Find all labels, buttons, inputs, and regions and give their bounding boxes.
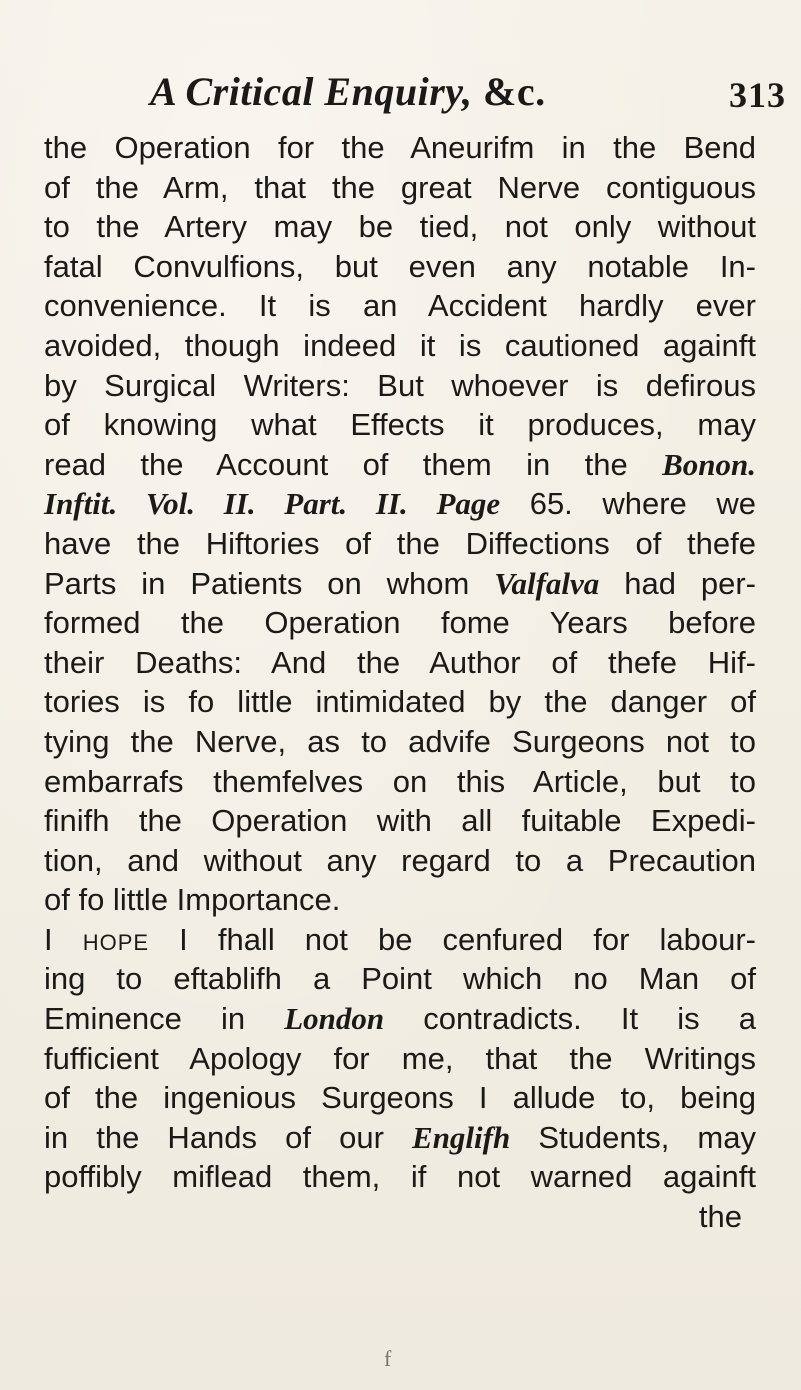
running-head <box>150 60 790 120</box>
text-line-english <box>44 1118 756 1158</box>
text-line: have the Hiftories of the Diffections of thefe <box>44 525 756 561</box>
text-fragment: 65. where we <box>500 486 756 522</box>
text-line: of fo little Importance. <box>44 882 341 918</box>
text-line: avoided, though indeed it is cautioned againft <box>44 327 756 363</box>
text-line: of the Arm, that the great Nerve contiguous <box>44 169 756 205</box>
italic-name: Valfalva <box>494 565 600 601</box>
text-line: fatal Convulfions, but even any notable In- <box>44 248 756 284</box>
italic-reference: Inftit. Vol. II. Part. II. Page <box>44 486 501 522</box>
text-line: the Operation for the Aneurifm in the Bend <box>44 130 756 165</box>
italic-place: London <box>284 1001 385 1037</box>
text-line: of the ingenious Surgeons I allude to, being <box>44 1080 756 1116</box>
text-line: tying the Nerve, as to advife Surgeons not to <box>44 723 756 759</box>
text-line: of knowing what Effects it produces, may <box>44 407 756 443</box>
text-line-london <box>44 999 756 1039</box>
running-title-etc: &c. <box>483 69 546 114</box>
text-line-bonon <box>44 445 756 485</box>
text-line-reference <box>44 484 756 524</box>
text-fragment: contradicts. It is a <box>384 1001 756 1037</box>
signature-mark: f <box>384 1346 392 1371</box>
text-line: convenience. It is an Accident hardly ever <box>44 288 756 324</box>
text-line: fufficient Apology for me, that the Writings <box>44 1040 756 1076</box>
text-line: poffibly miflead them, if not warned againft <box>44 1159 756 1195</box>
text-line-hope <box>44 920 756 960</box>
catchword: the <box>698 1199 742 1235</box>
text-line: finifh the Operation with all fuitable Expedi- <box>44 803 756 839</box>
italic-reference: Bonon. <box>662 446 756 482</box>
text-fragment: Parts in Patients on whom <box>44 565 495 601</box>
text-line: ing to eftablifh a Point which no Man of <box>44 961 756 997</box>
text-line: embarrafs themfelves on this Article, but to <box>44 763 756 799</box>
running-title-text: A Critical Enquiry, <box>150 69 473 114</box>
text-line: formed the Operation fome Years before <box>44 605 756 641</box>
running-title <box>150 68 546 115</box>
text-fragment: Students, may <box>510 1119 756 1155</box>
page-number: 313 <box>729 75 786 115</box>
text-fragment: I fhall not be cenfured for labour- <box>149 921 756 957</box>
text-line: by Surgical Writers: But whoever is defirous <box>44 367 756 403</box>
text-fragment: had per- <box>599 565 756 601</box>
text-line: tion, and without any regard to a Precaution <box>44 842 756 878</box>
small-caps-word: hope <box>82 921 150 957</box>
text-line-valsalva <box>44 564 756 604</box>
text-line: their Deaths: And the Author of thefe Hif- <box>44 644 756 680</box>
italic-word: Englifh <box>412 1119 511 1155</box>
text-line: tories is fo little intimidated by the danger of <box>44 684 756 720</box>
text-fragment: Eminence in <box>44 1001 285 1037</box>
text-fragment: I <box>44 921 83 957</box>
text-fragment: read the Account of them in the <box>44 446 663 482</box>
body-text <box>44 128 756 1237</box>
text-line: to the Artery may be tied, not only without <box>44 209 756 245</box>
text-fragment: in the Hands of our <box>44 1119 413 1155</box>
